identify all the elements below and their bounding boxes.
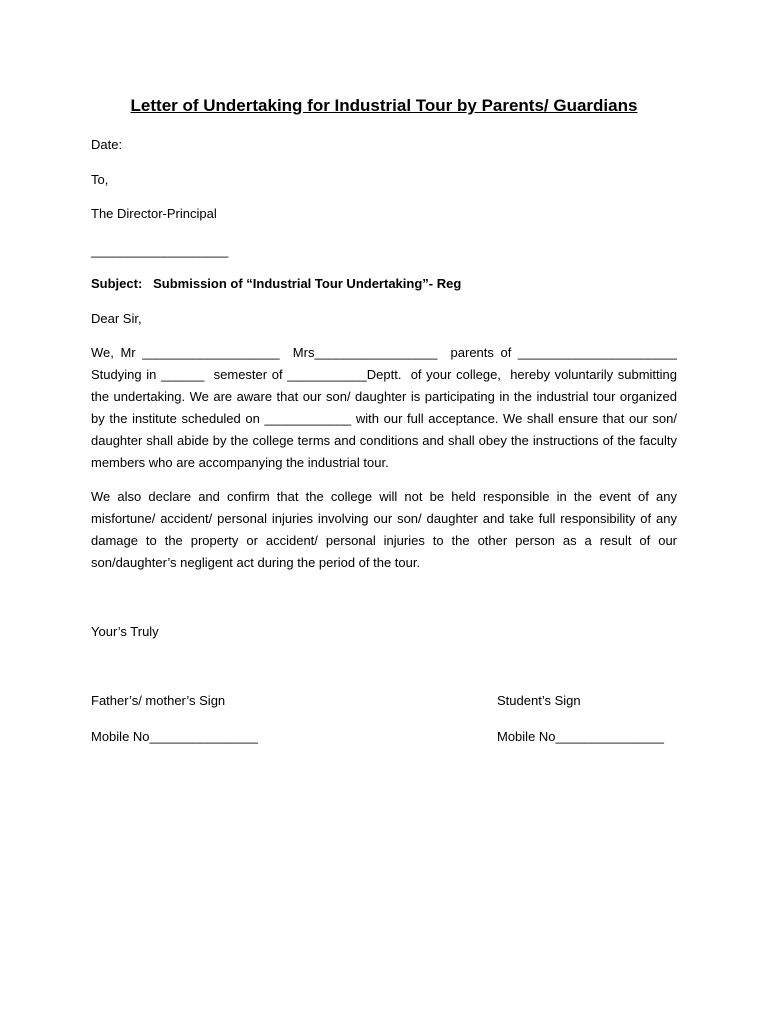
- letter-title: Letter of Undertaking for Industrial Tour by Parents/ Guardians: [130, 96, 638, 115]
- recipient-blank: ___________________: [91, 243, 229, 258]
- subject-line: Subject: Submission of “Industrial Tour Undertaking”- Reg: [91, 276, 462, 291]
- date-label: Date:: [91, 137, 123, 152]
- closing: Your’s Truly: [91, 624, 159, 639]
- parent-sign-label: Father’s/ mother’s Sign: [91, 693, 226, 708]
- paragraph-declaration: We also declare and confirm that the college will not be held responsible in the event of any misfortune/ accident/ personal injuries involving our son/ daughter and take full responsibility of any damage to the property or accident/ personal injuries to the other person as a result of our son/daughter’s negligent act during the period of the tour.: [91, 489, 677, 570]
- salutation: Dear Sir,: [91, 311, 142, 326]
- paragraph-undertaking: We, Mr ___________________ Mrs_________________ parents of ______________________ Studying in ______ semester of ___________Deptt. of your college, hereby voluntarily submitting the undertaking. We are aware that our son/ daughter is participating in the industrial tour organized by the institute scheduled on ____________ with our full acceptance. We shall ensure that our son/ daughter shall abide by the college terms and conditions and shall obey the instructions of the faculty members who are accompanying the industrial tour.: [91, 345, 681, 470]
- student-mobile-label: Mobile No_______________: [497, 729, 664, 744]
- student-sign-label: Student’s Sign: [497, 693, 581, 708]
- to-label: To,: [91, 172, 109, 187]
- recipient: The Director-Principal: [91, 206, 217, 221]
- parent-mobile-label: Mobile No_______________: [91, 729, 258, 744]
